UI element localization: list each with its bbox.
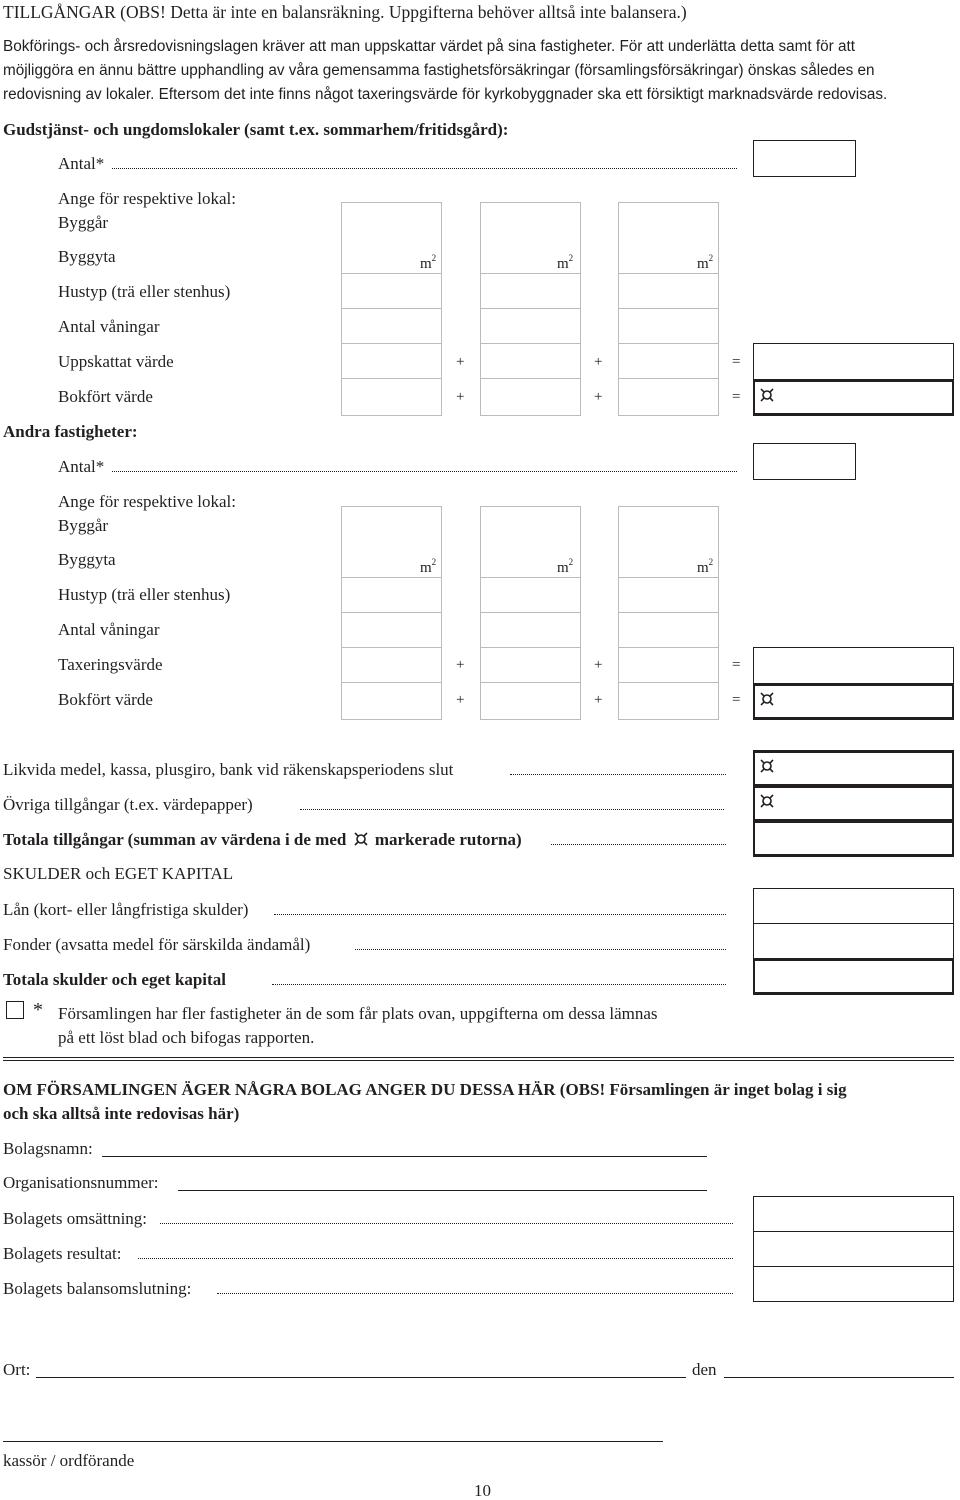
asterisk-mark: * — [33, 999, 43, 1021]
section2-value-label: Taxeringsvärde — [58, 655, 163, 674]
s1-c3-vaningar-input[interactable] — [618, 308, 719, 344]
section1-bokfort-label: Bokfört värde — [58, 387, 153, 406]
likvida-input[interactable] — [753, 750, 954, 787]
ort-label: Ort: — [3, 1360, 31, 1379]
s2-plus-4: + — [594, 692, 603, 708]
omsattning-leader — [160, 1223, 733, 1224]
s2-eq-1: = — [732, 657, 741, 673]
ovriga-label: Övriga tillgångar (t.ex. värdepapper) — [3, 795, 253, 814]
s1-c2-bokfort-input[interactable] — [480, 378, 581, 416]
s2-c1-hustyp-input[interactable] — [341, 577, 442, 613]
s1-plus-2: + — [594, 354, 603, 370]
currency-sign-icon — [760, 388, 774, 402]
section1-value-label: Uppskattat värde — [58, 352, 174, 371]
note-line-1: Församlingen har fler fastigheter än de som får plats ovan, uppgifterna om dessa lämnas — [58, 1004, 658, 1023]
section2-vaningar-label: Antal våningar — [58, 620, 160, 639]
bolagsnamn-label: Bolagsnamn: — [3, 1139, 93, 1158]
s1-value-total-input[interactable] — [753, 343, 954, 380]
currency-sign-icon — [354, 832, 368, 846]
s2-c3-value-input[interactable] — [618, 647, 719, 683]
lan-label: Lån (kort- eller långfristiga skulder) — [3, 900, 249, 919]
omsattning-label: Bolagets omsättning: — [3, 1209, 148, 1228]
s1-c2-value-input[interactable] — [480, 343, 581, 379]
likvida-label: Likvida medel, kassa, plusgiro, bank vid räkenskapsperiodens slut — [3, 760, 454, 779]
section1-antal-leader — [112, 168, 737, 169]
totala-skulder-input[interactable] — [753, 958, 954, 995]
currency-sign-icon — [760, 794, 774, 808]
currency-sign-icon — [760, 759, 774, 773]
s1-eq-1: = — [732, 354, 741, 370]
s1-eq-2: = — [732, 389, 741, 405]
s1-c1-vaningar-input[interactable] — [341, 308, 442, 344]
skulder-heading: SKULDER och EGET KAPITAL — [3, 864, 234, 883]
totala-skulder-leader — [272, 984, 726, 985]
s1-plus-4: + — [594, 389, 603, 405]
fonder-input[interactable] — [753, 923, 954, 959]
signature-line[interactable] — [3, 1441, 663, 1442]
s2-c2-hustyp-input[interactable] — [480, 577, 581, 613]
s1-plus-1: + — [456, 354, 465, 370]
resultat-label: Bolagets resultat: — [3, 1244, 122, 1263]
orgnr-label: Organisationsnummer: — [3, 1173, 159, 1192]
s1-c3-value-input[interactable] — [618, 343, 719, 379]
totala-tillgangar-leader — [551, 844, 726, 845]
balans-input[interactable] — [753, 1266, 954, 1302]
s2-c3-hustyp-input[interactable] — [618, 577, 719, 613]
lan-leader — [274, 914, 726, 915]
lan-input[interactable] — [753, 888, 954, 924]
omsattning-input[interactable] — [753, 1196, 954, 1232]
section2-byggar-label: Byggår — [58, 516, 109, 535]
section1-antal-label: Antal* — [58, 154, 105, 173]
section2-heading: Andra fastigheter: — [3, 422, 138, 441]
intro-line-2: möjliggöra en ännu bättre upphandling av våra gemensamma fastighetsförsäkringar (församlingsförsäkringar) önskas således en — [3, 62, 875, 79]
totala-tillgangar-label: Totala tillgångar (summan av värdena i de med markerade rutorna) — [3, 830, 522, 849]
s1-c1-unit: $m^2$ — [420, 253, 437, 272]
s2-c2-vaningar-input[interactable] — [480, 612, 581, 648]
balans-label: Bolagets balansomslutning: — [3, 1279, 192, 1298]
s2-bokfort-total-input[interactable] — [753, 683, 954, 720]
intro-line-1: Bokförings- och årsredovisningslagen kräver att man uppskattar värdet på sina fastigheter. För att underlätta detta samt för att — [3, 38, 855, 55]
section1-byggyta-label: Byggyta — [58, 247, 116, 266]
note-line-2: på ett löst blad och bifogas rapporten. — [58, 1028, 315, 1047]
resultat-input[interactable] — [753, 1231, 954, 1267]
s1-c3-unit: $m^2$ — [697, 253, 714, 272]
section2-hustyp-label: Hustyp (trä eller stenhus) — [58, 585, 231, 604]
orgnr-input[interactable] — [178, 1190, 707, 1191]
s2-c3-bokfort-input[interactable] — [618, 682, 719, 720]
bolagsnamn-input[interactable] — [102, 1156, 707, 1157]
resultat-leader — [138, 1258, 733, 1259]
s1-c1-bokfort-input[interactable] — [341, 378, 442, 416]
balans-leader — [217, 1293, 733, 1294]
company-heading-1: OM FÖRSAMLINGEN ÄGER NÅGRA BOLAG ANGER DU DESSA HÄR (OBS! Församlingen är inget bolag i sig — [3, 1080, 847, 1099]
section1-heading: Gudstjänst- och ungdomslokaler (samt t.ex. sommarhem/fritidsgård): — [3, 120, 509, 139]
section2-byggyta-label: Byggyta — [58, 550, 116, 569]
s2-c1-bokfort-input[interactable] — [341, 682, 442, 720]
s1-c2-unit: $m^2$ — [557, 253, 574, 272]
s2-c3-vaningar-input[interactable] — [618, 612, 719, 648]
den-label: den — [692, 1360, 717, 1379]
ovriga-leader — [300, 809, 724, 810]
s2-plus-2: + — [594, 657, 603, 673]
totala-tillgangar-input[interactable] — [753, 820, 954, 857]
section2-antal-label: Antal* — [58, 457, 105, 476]
s1-c3-hustyp-input[interactable] — [618, 273, 719, 309]
s1-bokfort-total-input[interactable] — [753, 379, 954, 416]
section2-bokfort-label: Bokfört värde — [58, 690, 153, 709]
s2-c1-value-input[interactable] — [341, 647, 442, 683]
section2-antal-leader — [112, 471, 737, 472]
s1-c2-vaningar-input[interactable] — [480, 308, 581, 344]
section1-ange-label: Ange för respektive lokal: — [58, 189, 236, 208]
s1-c1-hustyp-input[interactable] — [341, 273, 442, 309]
section2-antal-input[interactable] — [753, 443, 856, 480]
section1-hustyp-label: Hustyp (trä eller stenhus) — [58, 282, 231, 301]
fonder-label: Fonder (avsatta medel för särskilda ändamål) — [3, 935, 311, 954]
s2-plus-1: + — [456, 657, 465, 673]
s2-plus-3: + — [456, 692, 465, 708]
page-title: TILLGÅNGAR (OBS! Detta är inte en balansräkning. Uppgifterna behöver alltså inte balansera.) — [3, 2, 687, 22]
signer-label: kassör / ordförande — [3, 1451, 135, 1470]
s2-c2-bokfort-input[interactable] — [480, 682, 581, 720]
s1-plus-3: + — [456, 389, 465, 405]
totala-skulder-label: Totala skulder och eget kapital — [3, 970, 226, 989]
s2-c2-unit: $m^2$ — [557, 557, 574, 576]
s2-c2-value-input[interactable] — [480, 647, 581, 683]
s2-c3-unit: $m^2$ — [697, 557, 714, 576]
s2-value-total-input[interactable] — [753, 647, 954, 684]
section1-antal-input[interactable] — [753, 140, 856, 177]
ort-input[interactable] — [36, 1377, 686, 1378]
s2-c1-vaningar-input[interactable] — [341, 612, 442, 648]
page-number: 10 — [474, 1481, 491, 1500]
currency-sign-icon — [760, 692, 774, 706]
s1-c2-hustyp-input[interactable] — [480, 273, 581, 309]
intro-line-3: redovisning av lokaler. Eftersom det inte finns något taxeringsvärde för kyrkobyggnader ska ett försiktigt marknadsvärde redovisas. — [3, 86, 888, 103]
s1-c3-bokfort-input[interactable] — [618, 378, 719, 416]
s2-eq-2: = — [732, 692, 741, 708]
s2-c1-unit: $m^2$ — [420, 557, 437, 576]
ovriga-input[interactable] — [753, 785, 954, 822]
section-divider — [3, 1057, 954, 1061]
date-input[interactable] — [724, 1377, 954, 1378]
section1-vaningar-label: Antal våningar — [58, 317, 160, 336]
s1-c1-value-input[interactable] — [341, 343, 442, 379]
more-properties-checkbox[interactable] — [6, 1001, 24, 1019]
section2-ange-label: Ange för respektive lokal: — [58, 492, 236, 511]
likvida-leader — [510, 774, 726, 775]
fonder-leader — [355, 949, 726, 950]
section1-byggar-label: Byggår — [58, 213, 109, 232]
company-heading-2: och ska alltså inte redovisas här) — [3, 1104, 240, 1123]
